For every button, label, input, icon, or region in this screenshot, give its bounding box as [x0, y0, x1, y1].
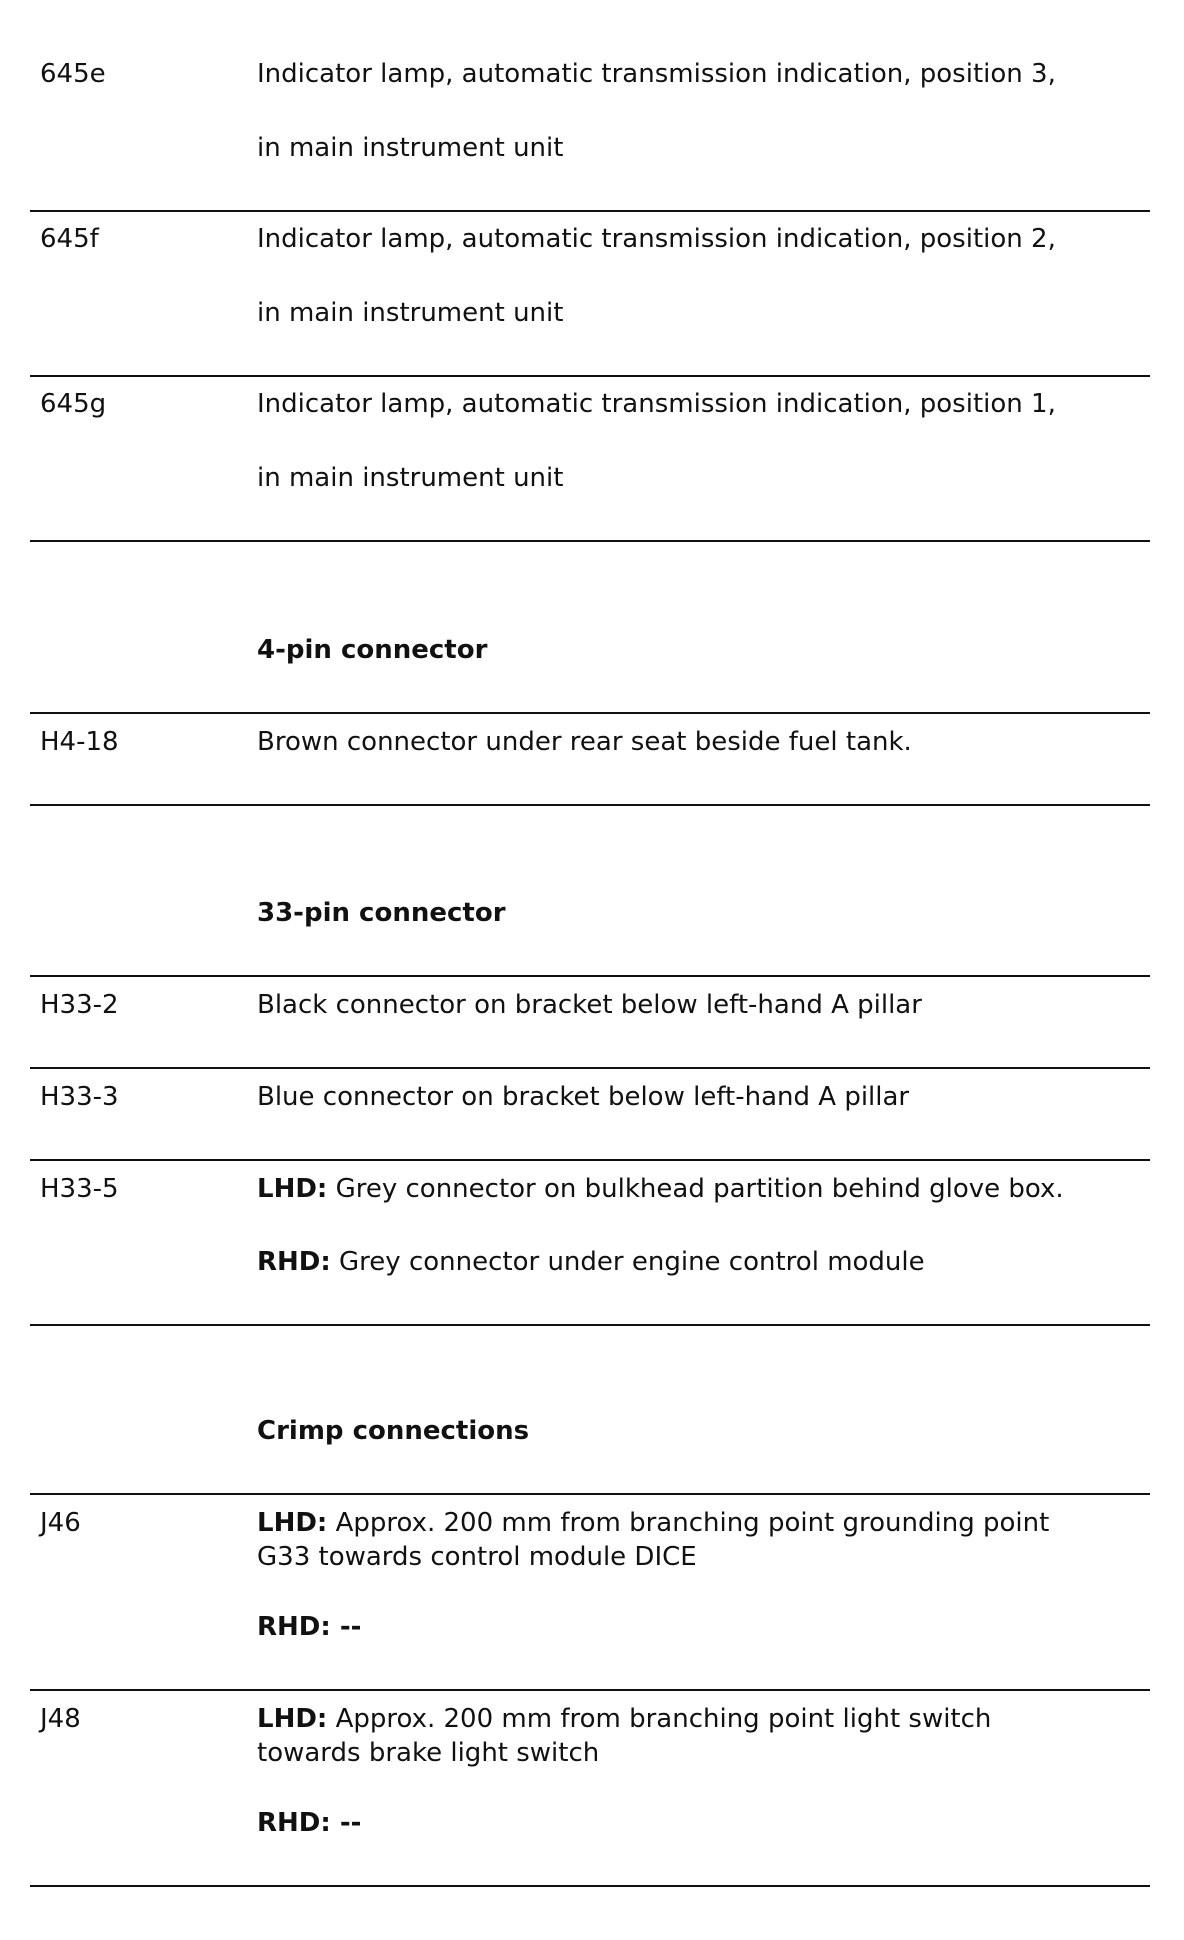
row-divider [30, 210, 1150, 212]
rhd-text: Grey connector under engine control module [330, 1247, 925, 1277]
section-heading-4-pin: 4-pin connector [257, 635, 488, 665]
lhd-description-line-2: G33 towards control module DICE [257, 1542, 697, 1572]
code-645f: 645f [40, 224, 99, 254]
row-divider [30, 1689, 1150, 1691]
code-h33-3: H33-3 [40, 1082, 119, 1112]
section-heading-crimp: Crimp connections [257, 1416, 530, 1446]
code-645g: 645g [40, 389, 107, 419]
description: Brown connector under rear seat beside fuel tank. [257, 727, 912, 757]
description-line-1: Indicator lamp, automatic transmission indication, position 1, [257, 389, 1056, 419]
lhd-description-line-2: towards brake light switch [257, 1738, 600, 1768]
rhd-description [257, 1611, 361, 1643]
rhd-label: RHD: [257, 1247, 331, 1277]
row-divider [30, 1324, 1150, 1326]
description-line-2: in main instrument unit [257, 463, 564, 493]
row-divider [30, 1159, 1150, 1161]
row-divider [30, 975, 1150, 977]
section-heading-33-pin: 33-pin connector [257, 898, 506, 928]
row-divider [30, 1067, 1150, 1069]
lhd-description [257, 1703, 991, 1735]
lhd-description [257, 1507, 1049, 1539]
lhd-description [257, 1173, 1064, 1205]
description: Blue connector on bracket below left-hand A pillar [257, 1082, 910, 1112]
code-j48: J48 [40, 1704, 81, 1734]
code-h33-2: H33-2 [40, 990, 119, 1020]
row-divider [30, 804, 1150, 806]
description-line-1: Indicator lamp, automatic transmission indication, position 3, [257, 59, 1056, 89]
rhd-description [257, 1807, 361, 1839]
description-line-1: Indicator lamp, automatic transmission indication, position 2, [257, 224, 1056, 254]
row-divider [30, 540, 1150, 542]
code-h33-5: H33-5 [40, 1174, 119, 1204]
description-line-2: in main instrument unit [257, 133, 564, 163]
row-divider [30, 712, 1150, 714]
lhd-text: Approx. 200 mm from branching point grounding point [327, 1508, 1050, 1538]
rhd-text: -- [330, 1808, 362, 1838]
rhd-label: RHD: [257, 1808, 331, 1838]
description-line-2: in main instrument unit [257, 298, 564, 328]
code-h4-18: H4-18 [40, 727, 119, 757]
row-divider [30, 1493, 1150, 1495]
lhd-text: Approx. 200 mm from branching point light switch [327, 1704, 992, 1734]
lhd-label: LHD: [257, 1508, 328, 1538]
rhd-label: RHD: [257, 1612, 331, 1642]
rhd-description [257, 1246, 925, 1278]
code-645e: 645e [40, 59, 106, 89]
description: Black connector on bracket below left-hand A pillar [257, 990, 922, 1020]
rhd-text: -- [330, 1612, 362, 1642]
lhd-text: Grey connector on bulkhead partition behind glove box. [327, 1174, 1064, 1204]
code-j46: J46 [40, 1508, 81, 1538]
row-divider [30, 375, 1150, 377]
lhd-label: LHD: [257, 1704, 328, 1734]
lhd-label: LHD: [257, 1174, 328, 1204]
row-divider [30, 1885, 1150, 1887]
